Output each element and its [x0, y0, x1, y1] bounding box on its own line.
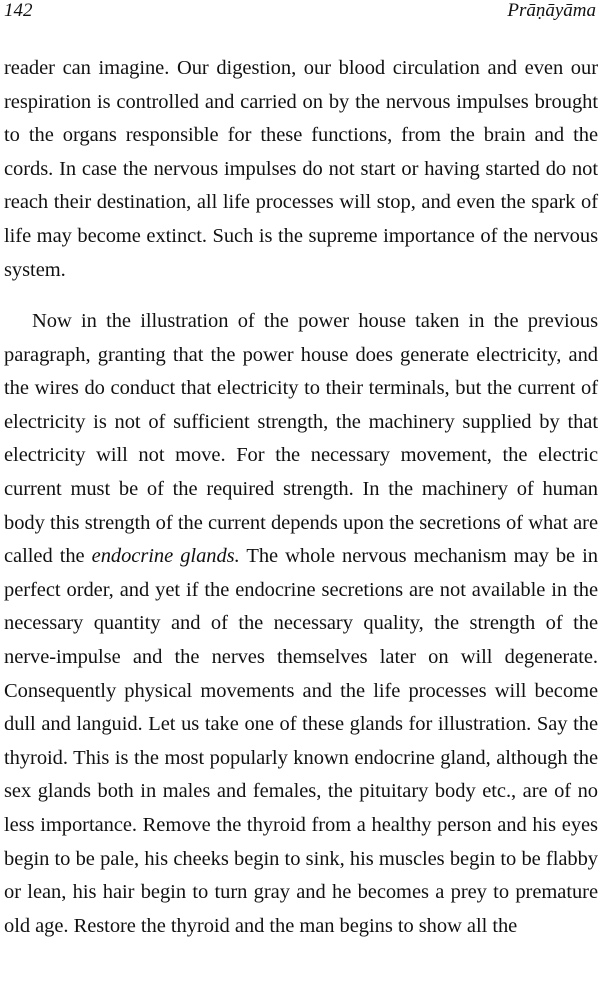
page-header: [0, 0, 600, 26]
running-title: Prāṇāyāma: [507, 0, 596, 21]
paragraph-1: reader can imagine. Our digestion, our blood circulation and even our respiration is controlled and carried on by the nervous impulses brought to the organs responsible for these functions, from the brain and the cords. In case the nervous impulses do not start or having started do not reach their destination, all life processes will stop, and even the spark of life may become extinct. Such is the supreme importance of the nervous system.: [4, 57, 598, 281]
paragraph-2: [0, 305, 600, 943]
paragraph-2-text-end: The whole nervous mechanism may be in perfect order, and yet if the endocrine secretions are not available in the necessary quantity and of the necessary quality, the strength of the nerve-impulse and the nerves themselves later on will degenerate. Consequently physical movements and the life processes will become dull and languid. Let us take one of these glands for illustration. Say the thyroid. This is the most popularly known endocrine gland, although the sex glands both in males and females, the pituitary body etc., are of no less importance. Remove the thyroid from a healthy person and his eyes begin to be pale, his cheeks begin to sink, his muscles begin to be flabby or lean, his hair begin to turn gray and he becomes a prey to premature old age. Restore the thyroid and the man begins to show all the: [4, 545, 598, 937]
endocrine-glands-term: endocrine glands.: [91, 545, 240, 568]
page-number: 142: [4, 0, 33, 21]
paragraph-2-text-start: Now in the illustration of the power house taken in the previous paragraph, granting that the power house does generate electricity, and the wires do conduct that electricity to their terminals, but the current of electricity is not of sufficient strength, the machinery supplied by that electricity will not move. For the necessary movement, the electric current must be of the required strength. In the machinery of human body this strength of the current depends upon the secretions of what are called the: [4, 310, 598, 568]
